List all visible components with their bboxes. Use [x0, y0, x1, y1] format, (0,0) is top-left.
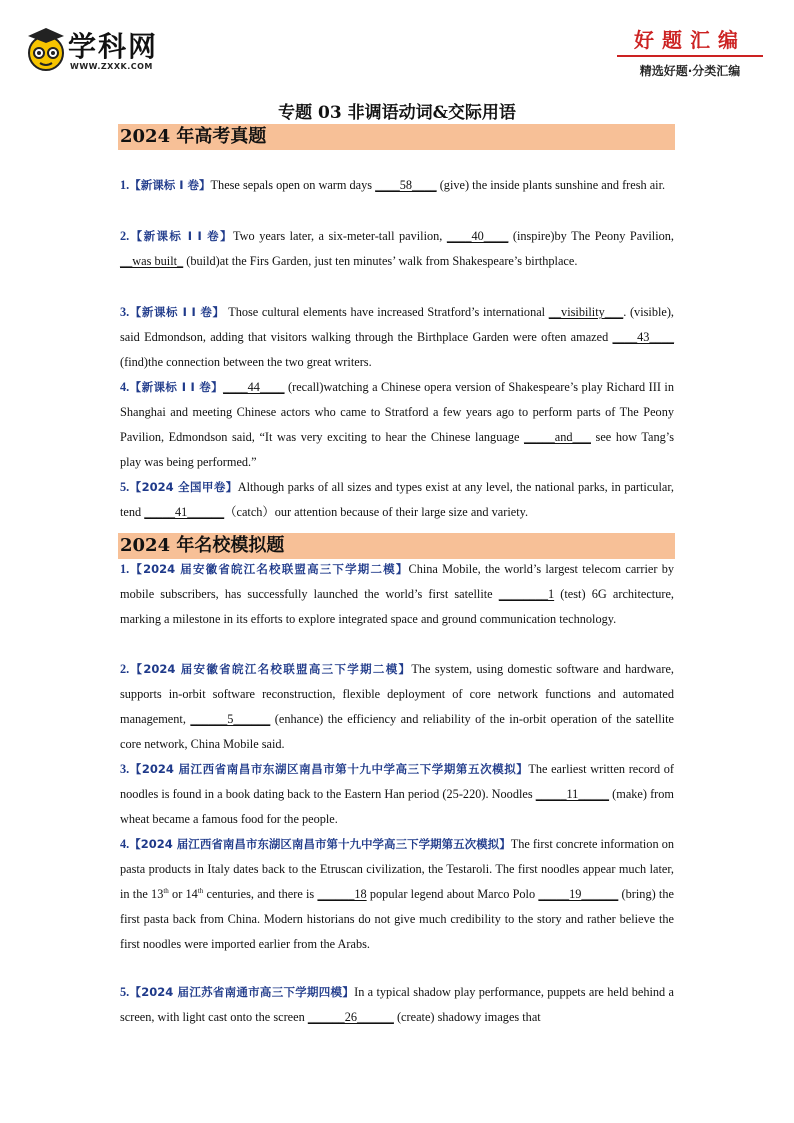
question-number: 5. — [120, 480, 130, 494]
answer-blank: _____and___ — [524, 430, 591, 444]
question-text: Although parks of all sizes and types exist at any level, the national parks, in particular, tend — [120, 480, 674, 519]
question-text: or 14 — [168, 887, 198, 901]
question-text: These sepals open on warm days — [210, 178, 376, 192]
question-text: The first concrete information on pasta products in Italy dates back to the Etruscan civilization, the Testaroli. The first noodles appear much later, in the 13 — [120, 837, 674, 901]
question-source: 【新课标 I I 卷】 — [129, 305, 225, 319]
question-number: 4. — [120, 380, 130, 394]
answer-blank: ____40____ — [446, 229, 509, 243]
superscript: th — [197, 886, 204, 895]
mock-question-1 — [120, 557, 674, 632]
question-text: centuries, and there is — [203, 887, 318, 901]
page-header — [0, 0, 794, 90]
answer-blank: ____43____ — [612, 330, 674, 344]
brand-title: 好题汇编 — [634, 28, 746, 52]
question-text: （catch）our attention because of their large size and variety. — [224, 505, 529, 519]
answer-blank: _____41______ — [144, 505, 225, 519]
question-source: 【新课标 I I 卷】 — [129, 380, 224, 394]
question-text: (make) from wheat became a famous food for the people. — [120, 787, 674, 826]
question-text: (test) 6G architecture, marking a milestone in its efforts to explore integrated space and ground communication technology. — [120, 587, 675, 626]
answer-blank: ____58____ — [375, 178, 437, 192]
question-number: 4. — [120, 837, 130, 851]
question-source: 【2024 届安徽省皖江名校联盟高三下学期二模】 — [129, 662, 412, 676]
question-number: 2. — [120, 229, 130, 243]
question-text: (give) the inside plants sunshine and fresh air. — [436, 178, 666, 192]
question-source: 【2024 全国甲卷】 — [129, 480, 238, 494]
answer-blank: __was built_ — [120, 254, 184, 268]
question-text: (recall)watching a Chinese opera version of Shakespeare’s play Richard III in Shanghai and meeting Chinese actors who came to Stratford a few years ago to perform parts of The Peony Pavilion, Edmondson said, “It was very exciting to hear the Chinese language — [120, 380, 675, 444]
brand-subtitle: 精选好题·分类汇编 — [639, 64, 741, 78]
question-number: 1. — [120, 562, 130, 576]
question-source: 【2024 届安徽省皖江名校联盟高三下学期二模】 — [129, 562, 409, 576]
superscript: th — [163, 886, 169, 895]
question-text: Two years later, a six-meter-tall pavilion, — [233, 229, 447, 243]
question-text: (enhance) the efficiency and reliability of the in-orbit operation of the satellite core network, China Mobile said. — [120, 712, 674, 751]
answer-blank: ______18 — [317, 887, 367, 901]
mock-question-2 — [120, 657, 674, 757]
question-source: 【新课标 I I 卷】 — [129, 229, 234, 243]
question-text: In a typical shadow play performance, puppets are held behind a screen, with light cast onto the screen — [120, 985, 674, 1024]
mock-question-4 — [120, 832, 674, 957]
question-source: 【新课标 I 卷】 — [129, 178, 211, 192]
question-number: 3. — [120, 305, 130, 319]
question-number: 5. — [120, 985, 130, 999]
question-number: 3. — [120, 762, 130, 776]
answer-blank: ________1 — [498, 587, 555, 601]
section-heading-mock: 2024 年名校模拟题 — [118, 533, 675, 559]
question-text: (bring) the first pasta back from China. Modern historians do not give much credibility to the story and rather believe the first noodles were imported earlier from the Arabs. — [120, 887, 674, 951]
question-text: see how Tang’s play was being performed.” — [120, 430, 674, 469]
answer-blank: ______5______ — [190, 712, 271, 726]
logo-url: WWW.ZXXK.COM — [70, 62, 153, 71]
question-text: The system, using domestic software and hardware, supports in-orbit software reconstruction, flexible deployment of core network functions and automated management, — [120, 662, 674, 726]
question-text: popular legend about Marco Polo — [366, 887, 539, 901]
mock-question-5 — [120, 980, 674, 1030]
question-text: Those cultural elements have increased Stratford’s international — [224, 305, 549, 319]
question-number: 2. — [120, 662, 130, 676]
question-text: (inspire)by The Peony Pavilion, — [508, 229, 674, 243]
answer-blank: __visibility___ — [548, 305, 624, 319]
question-3 — [120, 300, 674, 375]
brand-block — [617, 24, 763, 79]
question-text: China Mobile, the world’s largest telecom carrier by mobile subscribers, has successfully launched the world’s first satellite — [120, 562, 674, 601]
mock-question-3 — [120, 757, 674, 832]
question-5 — [120, 475, 674, 525]
question-text: The earliest written record of noodles is found in a book dating back to the Eastern Han period (25-220). Noodles — [120, 762, 674, 801]
question-text: (find)the connection between the two great writers. — [120, 355, 372, 369]
answer-blank: ____44____ — [223, 380, 285, 394]
document-title: 专题 03 非调语动词&交际用语 — [278, 103, 516, 123]
question-number: 1. — [120, 178, 130, 192]
brand-divider — [617, 55, 763, 57]
answer-blank: ______26______ — [307, 1010, 394, 1024]
question-text: (build)at the Firs Garden, just ten minutes’ walk from Shakespeare’s birthplace. — [183, 254, 578, 268]
question-source: 【2024 届江苏省南通市高三下学期四模】 — [129, 985, 355, 999]
logo-text: 学科网 — [68, 30, 159, 63]
question-text: . (visible), said Edmondson, adding that visitors walking through the Birthplace Garden were often amazed — [120, 305, 675, 344]
answer-blank: _____19______ — [538, 887, 619, 901]
answer-blank: _____11_____ — [535, 787, 610, 801]
question-text: (create) shadowy images that — [393, 1010, 541, 1024]
section-heading-gaokao: 2024 年高考真题 — [118, 124, 675, 150]
question-1 — [120, 173, 674, 198]
question-4 — [120, 375, 674, 475]
question-source: 【2024 届江西省南昌市东湖区南昌市第十九中学高三下学期第五次模拟】 — [129, 837, 511, 851]
question-2 — [120, 224, 674, 274]
question-source: 【2024 届江西省南昌市东湖区南昌市第十九中学高三下学期第五次模拟】 — [129, 762, 529, 776]
